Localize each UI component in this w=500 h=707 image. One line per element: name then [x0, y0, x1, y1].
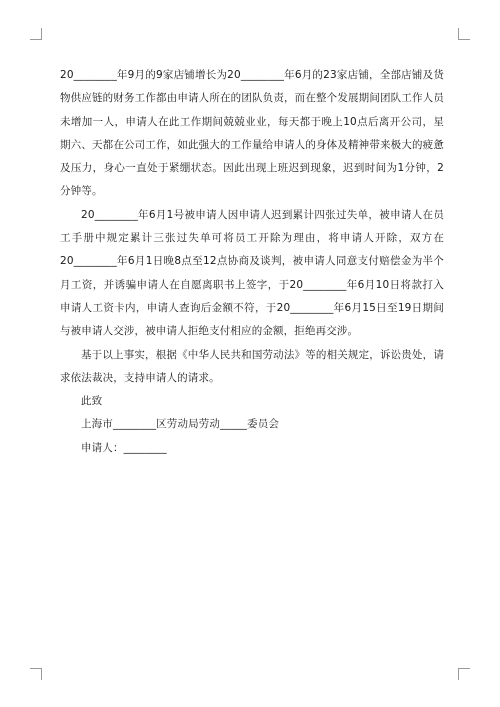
closing-salutation: 此致	[81, 395, 103, 408]
applicant-signature-line: 申请人：________	[81, 441, 167, 454]
crop-mark-bottom-left	[30, 668, 42, 680]
crop-mark-top-right	[458, 28, 470, 40]
paragraph-workload: 20________年9月的9家店铺增长为20________年6月的23家店铺，全部店铺及货物供应链的财务工作都由申请人所在的团队负责，而在整个发展期间团队工作人员未增加一人，申请人在此工作期间兢兢业业，每天都于晚上10点后离开公司，星期六、天都在公司工作，如此强大的工作量给申请人的身体及精神带来极大的疲惫及压力，身心一直处于紧绷状态。因此出现上班迟到现象，迟到时间为1分钟，2分钟等。	[60, 69, 444, 198]
paragraph-dismissal: 20________年6月1号被申请人因申请人迟到累计四张过失单，被申请人在员工手册中规定累计三张过失单可将员工开除为理由，将申请人开除，双方在20________年6月1日晚8点至12点协商及谈判，被申请人同意支付赔偿金为半个月工资，并诱骗申请人在自愿离职书上签字，于20________年6月10日将款打入申请人工资卡内，申请人查询后金额不符，于20________年6月15日至19日期间与被申请人交涉，被申请人拒绝支付相应的金额，拒绝再交涉。	[60, 208, 444, 338]
paragraph-request: 基于以上事实，根据《中华人民共和国劳动法》等的相关规定，诉讼贵处，请求依法裁决，支持申请人的请求。	[60, 348, 444, 384]
crop-mark-bottom-right	[458, 668, 470, 680]
recipient-line: 上海市________区劳动局劳动_____委员会	[81, 418, 279, 431]
crop-mark-top-left	[30, 28, 42, 40]
document-body	[60, 64, 444, 460]
